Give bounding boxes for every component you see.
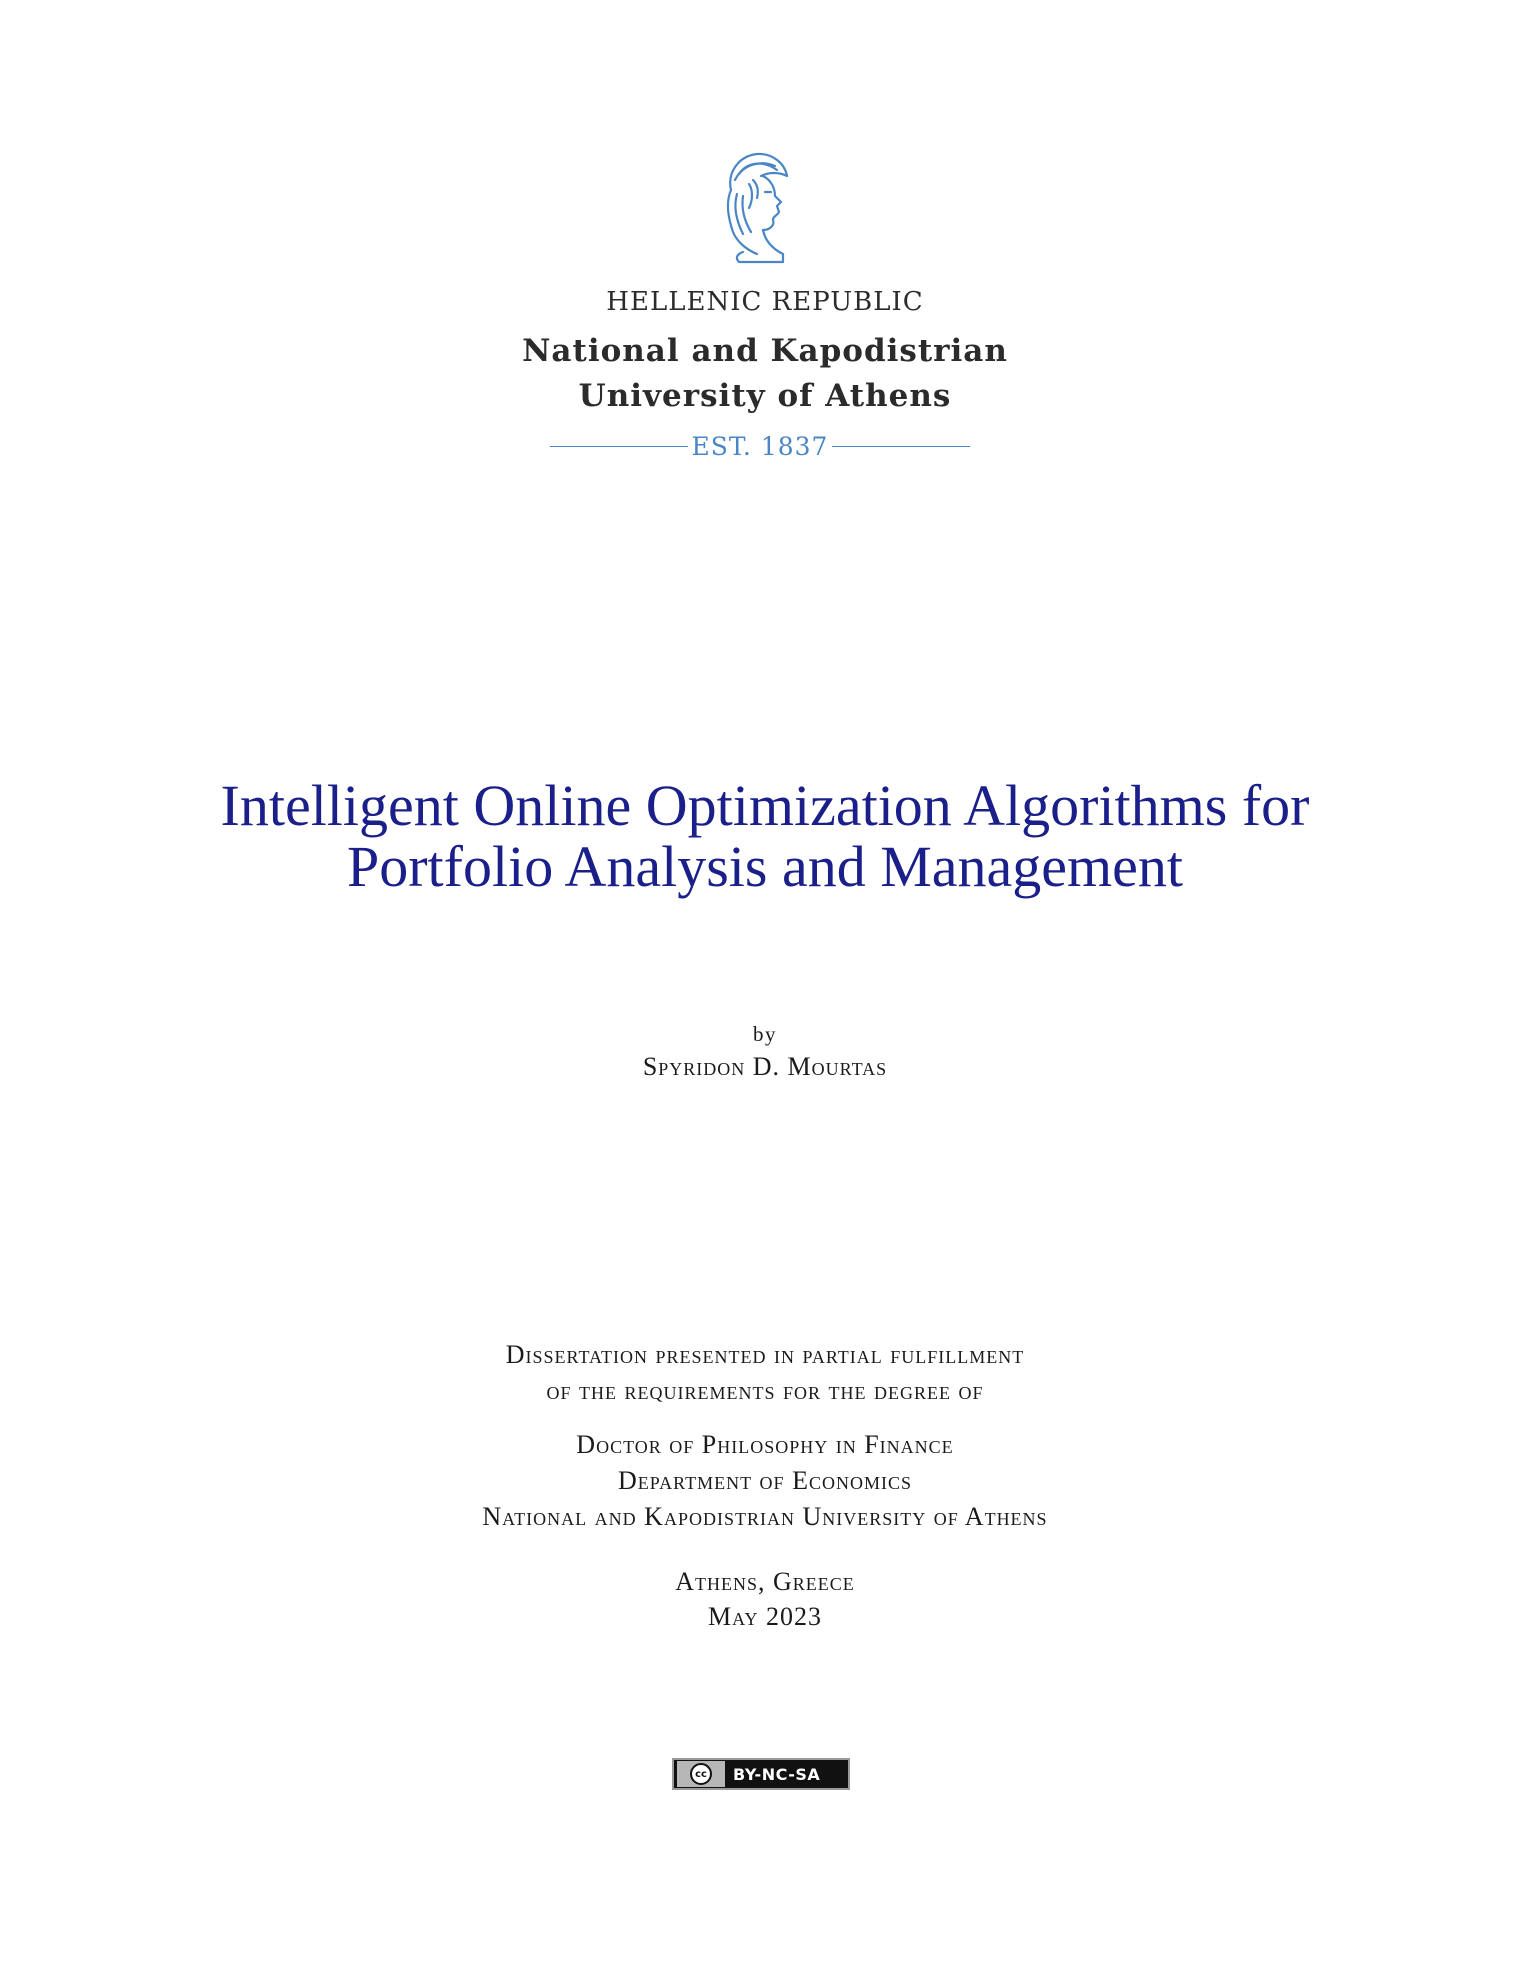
thesis-title-line2: Portfolio Analysis and Management [346, 834, 1184, 899]
thesis-title-line1: Intelligent Online Optimization Algorithms for [220, 773, 1310, 838]
established-label: EST. 1837 [691, 431, 829, 461]
university-full-name: National and Kapodistrian University of Athens [482, 1502, 1048, 1531]
divider-line-left [550, 446, 688, 447]
author-name: Spyridon D. Mourtas [642, 1052, 888, 1081]
by-label: by [753, 1022, 777, 1046]
license-label: BY-NC-SA [733, 1764, 821, 1784]
location: Athens, Greece [675, 1567, 855, 1596]
creative-commons-icon: cc [690, 1763, 712, 1785]
department-name: Department of Economics [618, 1466, 912, 1495]
athena-head-icon [713, 150, 793, 265]
degree-name: Doctor of Philosophy in Finance [576, 1430, 954, 1459]
republic-label: HELLENIC REPUBLIC [606, 287, 924, 317]
established-divider [550, 428, 970, 464]
divider-line-right [832, 446, 970, 447]
cc-license-badge [672, 1758, 850, 1790]
dissertation-statement-line1: Dissertation presented in partial fulfillment [505, 1340, 1025, 1369]
university-name-line1: National and Kapodistrian [522, 333, 1008, 369]
dissertation-statement-line2: of the requirements for the degree of [546, 1376, 984, 1405]
submission-date: May 2023 [708, 1602, 822, 1631]
university-name-line2: University of Athens [578, 378, 952, 414]
cc-logo [677, 1761, 725, 1787]
